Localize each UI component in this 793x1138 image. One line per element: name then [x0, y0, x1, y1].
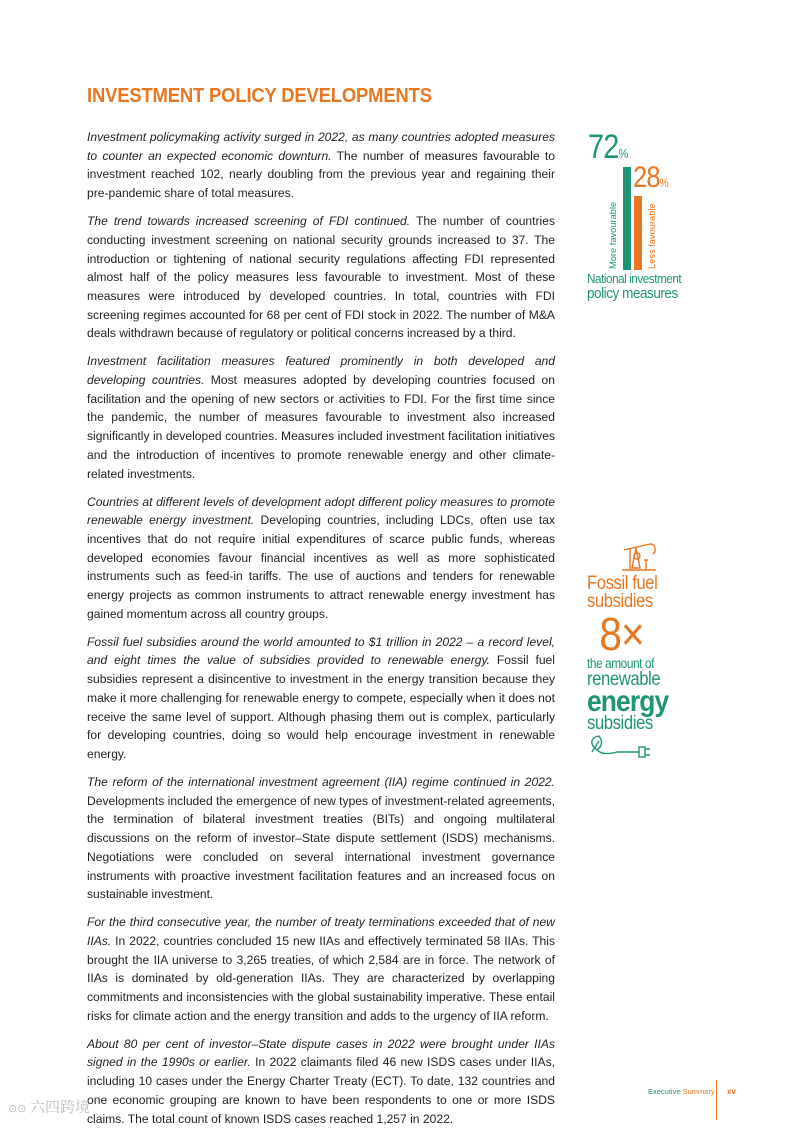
paragraph-body: Developing countries, including LDCs, often use tax incentives that do not require initial expenditures of scarce public funds, whereas developed economies favour financial incentives as well as more sophisticated instruments such as feed-in tariffs. The use of auctions and tenders for renewable energy projects as common instruments to attract renewable energy investment has gained momentum across all country groups.: [87, 513, 555, 621]
paragraph-lead: The reform of the international investment agreement (IIA) regime continued in 2022.: [87, 774, 555, 789]
subsidy-multiplier: 8×: [599, 608, 644, 660]
body-text: [87, 128, 555, 1138]
paragraph-lead: Investment facilitation measures featured prominently in both developed and developing countries.: [87, 354, 555, 388]
paragraph-body: In 2022, countries concluded 15 new IIAs and effectively terminated 58 IIAs. This brought the IIA universe to 3,265 treaties, of which 2,584 are in force. The network of IIAs is dominated by old-generation IIAs. They are characterized by overlapping commitments and inconsistencies with the global sustainability imperative. These entail risks for climate action and the energy transition and adds to the urgency of IIA reform.: [87, 933, 555, 1023]
paragraph-body: The number of countries conducting investment screening on national security grounds increased to 37. The introduction or tightening of national security regulations affecting FDI represented almost half of the policy measures less favourable to investment. Most of these measures were introduced by developed countries. In total, countries with FDI screening regimes accounted for 68 per cent of FDI stock in 2022. The number of M&A deals withdrawn because of regulatory or political concerns increased by a third.: [87, 214, 555, 341]
paragraph: [87, 633, 555, 764]
more-favourable-share: 72%: [588, 128, 629, 166]
paragraph: [87, 212, 555, 343]
oil-pump-icon: [620, 540, 658, 577]
paragraph-lead: About 80 per cent of investor–State dispute cases in 2022 were brought under IIAs signed in the 1990s or earlier.: [87, 1036, 555, 1070]
plug-leaf-icon: [587, 732, 653, 765]
more-favourable-bar: [623, 167, 631, 270]
policy-measures-caption: National investment policy measures: [587, 271, 682, 302]
less-favourable-share: 28%: [633, 161, 669, 194]
paragraph-body: The number of measures favourable to investment reached 102, nearly doubling from the previous year and regaining their pre-pandemic share of total measures.: [87, 148, 555, 201]
fossil-subsidies-graphic: Fossil fuel subsidies 8× the amount of renewable energy subsidies: [587, 575, 675, 733]
footer-divider: [716, 1080, 717, 1120]
footer-section-label: Executive Summary: [648, 1087, 715, 1096]
section-heading: INVESTMENT POLICY DEVELOPMENTS: [87, 84, 432, 107]
paragraph: [87, 493, 555, 624]
paragraph-lead: Investment policymaking activity surged in 2022, as many countries adopted measures to counter an expected economic downturn.: [87, 130, 555, 163]
paragraph-body: Developments included the emergence of new types of investment-related agreements, the termination of bilateral investment treaties (BITs) and ongoing multilateral discussions on the reform of investor–State dispute settlement (ISDS) mechanisms. Negotiations were concluded on several international investment governance instruments with proactive investment facilitation features and an increased focus on sustainable investment.: [87, 793, 555, 902]
paragraph: [87, 913, 555, 1025]
more-favourable-label: More favourable: [608, 201, 618, 269]
watermark-logo: ⊙⊙ 六四跨境: [8, 1098, 90, 1116]
less-favourable-label: Less favourable: [647, 203, 657, 269]
paragraph-lead: For the third consecutive year, the number of treaty terminations exceeded that of new IIAs.: [87, 915, 555, 948]
less-favourable-bar: [634, 196, 642, 270]
paragraph: [87, 128, 555, 203]
paragraph-body: Most measures adopted by developing countries focused on facilitation and the opening of new sectors or activities to FDI. For the first time since the pandemic, the number of measures favourable to investment also increased significantly in developed countries. Measures included investment facilitation initiatives and the introduction of incentives to promote renewable energy and other climate-related investments.: [87, 373, 556, 481]
paragraph-lead: Fossil fuel subsidies around the world amounted to $1 trillion in 2022 – a record level, and eight times the value of subsidies provided to renewable energy.: [87, 634, 555, 668]
paragraph-body: In 2022 claimants filed 46 new ISDS cases under IIAs, including 10 cases under the Energy Charter Treaty (ECT). To date, 132 countries and one economic grouping are known to have been respondents to one or more ISDS claims. The total count of known ISDS cases reached 1,257 in 2022.: [87, 1055, 555, 1126]
paragraph: [87, 773, 555, 904]
paragraph: [87, 1035, 555, 1129]
paragraph: [87, 352, 555, 483]
paragraph-lead: Countries at different levels of development adopt different policy measures to promote renewable energy investment.: [87, 494, 555, 528]
page-number: xv: [727, 1087, 736, 1096]
paragraph-lead: The trend towards increased screening of FDI continued.: [87, 214, 411, 229]
paragraph-body: Fossil fuel subsidies represent a disincentive to investment in the energy transition because they make it more challenging for renewable energy to compete, especially when it does not receive the same level of support. Although phasing them out is complex, particularly for developing countries, doing so would help encourage investment in renewable energy.: [87, 653, 555, 761]
